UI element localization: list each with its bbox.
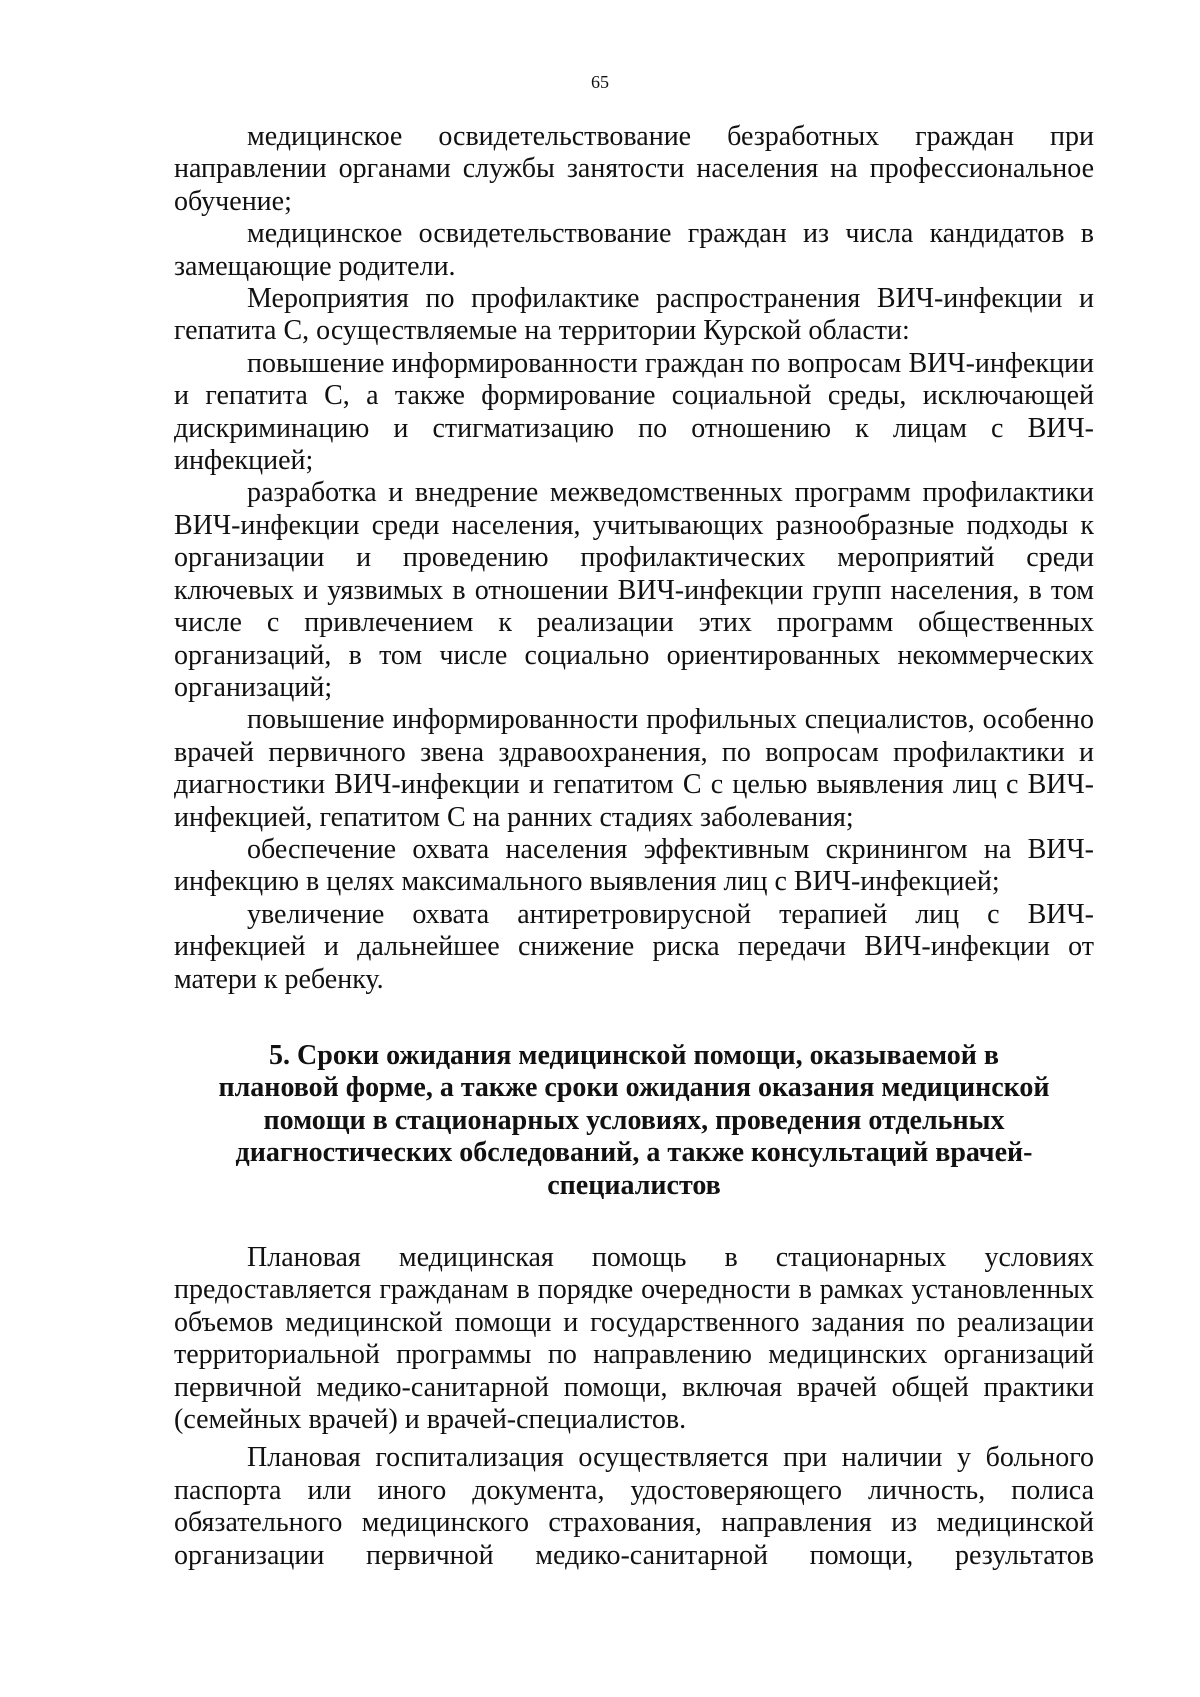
- section-paragraph: Плановая госпитализация осуществляется при наличии у больного паспорта или иного документа, удостоверяющего личность, полиса обязательного медицинского страхования, направления из медицинской организации первичной медико-санитарной помощи, результатов: [174, 1442, 1094, 1571]
- paragraph: повышение информированности профильных специалистов, особенно врачей первичного звена здравоохранения, по вопросам профилактики и диагностики ВИЧ-инфекции и гепатитом С с целью выявления лиц с ВИЧ-инфекцией, гепатитом С на ранних стадиях заболевания;: [174, 704, 1094, 833]
- document-body: [174, 121, 1094, 1572]
- paragraph: обеспечение охвата населения эффективным скринингом на ВИЧ- инфекцию в целях максимального выявления лиц с ВИЧ-инфекцией;: [174, 833, 1094, 898]
- paragraph: медицинское освидетельствование граждан из числа кандидатов в замещающие родители.: [174, 218, 1094, 282]
- section-body: [174, 1242, 1094, 1572]
- paragraph: Мероприятия по профилактике распространения ВИЧ-инфекции и гепатита С, осуществляемые на территории Курской области:: [174, 283, 1094, 347]
- section-heading: 5. Сроки ожидания медицинской помощи, оказываемой в плановой форме, а также сроки ожидания оказания медицинской помощи в стационарных условиях, проведения отдельных диагностических обследований, а также консультаций врачей-специалистов: [218, 1039, 1050, 1201]
- page-number: 65: [591, 72, 609, 92]
- paragraph: увеличение охвата антиретровирусной терапией лиц с ВИЧ-инфекцией и дальнейшее снижение риска передачи ВИЧ-инфекции от матери к ребенку.: [174, 898, 1094, 995]
- section-paragraph: Плановая медицинская помощь в стационарных условиях предоставляется гражданам в порядке очередности в рамках установленных объемов медицинской помощи и государственного задания по реализации территориальной программы по направлению медицинских организаций первичной медико-санитарной помощи, включая врачей общей практики (семейных врачей) и врачей-специалистов.: [174, 1242, 1094, 1436]
- paragraph: медицинское освидетельствование безработных граждан при направлении органами службы занятости населения на профессиональное обучение;: [174, 121, 1094, 217]
- paragraph: повышение информированности граждан по вопросам ВИЧ-инфекции и гепатита С, а также формирование социальной среды, исключающей дискриминацию и стигматизацию по отношению к лицам с ВИЧ-инфекцией;: [174, 347, 1094, 477]
- paragraph: разработка и внедрение межведомственных программ профилактики ВИЧ-инфекции среди населения, учитывающих разнообразные подходы к организации и проведению профилактических мероприятий среди ключевых и уязвимых в отношении ВИЧ-инфекции групп населения, в том числе с привлечением к реализации этих программ общественных организаций, в том числе социально ориентированных некоммерческих организаций;: [174, 477, 1094, 703]
